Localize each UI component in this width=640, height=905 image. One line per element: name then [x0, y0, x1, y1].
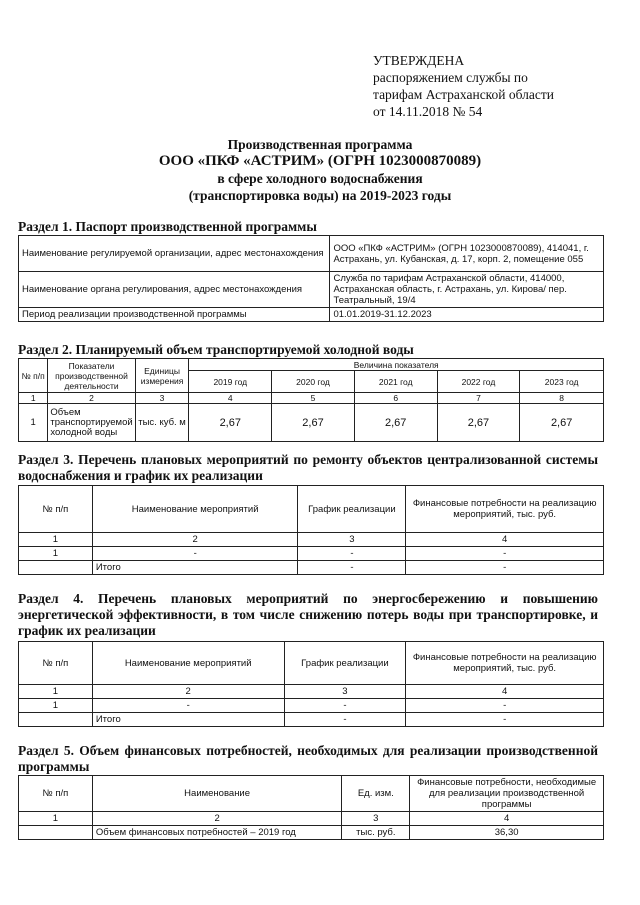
- header-cell: Единицы измерения: [135, 359, 189, 393]
- approval-stamp: [373, 52, 554, 120]
- cell: 2,67: [272, 404, 355, 442]
- header-cell: № п/п: [19, 359, 48, 393]
- table-row: [19, 561, 604, 575]
- cell: 4: [406, 533, 604, 547]
- year-cell: 2021 год: [354, 371, 437, 393]
- finance-table: [18, 775, 604, 840]
- title-line: ООО «ПКФ «АСТРИМ» (ОГРН 1023000870089): [158, 153, 482, 169]
- table-row: [19, 685, 604, 699]
- cell: 5: [272, 393, 355, 404]
- cell: 1: [19, 393, 48, 404]
- header-cell: № п/п: [19, 776, 93, 812]
- section4-heading: Раздел 4. Перечень плановых мероприятий по энергосбережению и повышению энергетической эффективности, в том числе снижению потерь воды при транспортировке, и график их реализации: [18, 591, 598, 638]
- table-row: [19, 826, 604, 840]
- cell: 2,67: [437, 404, 520, 442]
- cell: -: [298, 547, 406, 561]
- document-title: [0, 136, 640, 204]
- cell: [19, 713, 93, 727]
- cell: 2: [92, 685, 284, 699]
- cell: Объем транспортируемой холодной воды: [48, 404, 135, 442]
- cell: 1: [19, 547, 93, 561]
- cell: 1: [19, 404, 48, 442]
- cell: тыс. руб.: [342, 826, 410, 840]
- header-cell: Показатели производственной деятельности: [48, 359, 135, 393]
- header-cell: Финансовые потребности на реализацию мероприятий, тыс. руб.: [406, 486, 604, 533]
- cell: 2: [92, 533, 298, 547]
- title-line: в сфере холодного водоснабжения: [217, 171, 423, 186]
- passport-table: [18, 235, 604, 322]
- header-cell: № п/п: [19, 486, 93, 533]
- cell: 6: [354, 393, 437, 404]
- cell: Итого: [92, 713, 284, 727]
- cell: 1: [19, 812, 93, 826]
- cell: -: [92, 699, 284, 713]
- table-row: [19, 236, 604, 272]
- cell: -: [406, 713, 604, 727]
- year-cell: 2022 год: [437, 371, 520, 393]
- repair-table: [18, 485, 604, 575]
- cell: -: [92, 547, 298, 561]
- header-cell: График реализации: [284, 642, 406, 685]
- cell: 2: [48, 393, 135, 404]
- cell: -: [284, 713, 406, 727]
- cell: 3: [284, 685, 406, 699]
- cell: 2: [92, 812, 342, 826]
- cell: 4: [410, 812, 604, 826]
- table-row: [19, 393, 604, 404]
- year-cell: 2020 год: [272, 371, 355, 393]
- cell: Наименование органа регулирования, адрес местонахождения: [19, 272, 330, 308]
- cell: -: [406, 699, 604, 713]
- title-line: (транспортировка воды) на 2019-2023 годы: [188, 188, 452, 203]
- cell: [19, 561, 93, 575]
- cell: Служба по тарифам Астраханской области, 414000, Астраханская область, г. Астрахань, ул. Кирова/ пер. Театральный, 19/4: [330, 272, 604, 308]
- cell: 1: [19, 533, 93, 547]
- table-row: [19, 404, 604, 442]
- table-row: [19, 699, 604, 713]
- header-cell: Ед. изм.: [342, 776, 410, 812]
- cell: 2,67: [520, 404, 604, 442]
- cell: тыс. куб. м: [135, 404, 189, 442]
- cell: 01.01.2019-31.12.2023: [330, 308, 604, 322]
- cell: Объем финансовых потребностей – 2019 год: [92, 826, 342, 840]
- table-row: [19, 359, 604, 371]
- cell: -: [284, 699, 406, 713]
- cell: 1: [19, 685, 93, 699]
- header-cell: Наименование мероприятий: [92, 486, 298, 533]
- table-row: [19, 812, 604, 826]
- section5-heading: Раздел 5. Объем финансовых потребностей, необходимых для реализации производственной программы: [18, 743, 598, 774]
- header-cell: № п/п: [19, 642, 93, 685]
- cell: 3: [342, 812, 410, 826]
- approval-line: тарифам Астраханской области: [373, 87, 555, 102]
- table-row: [19, 308, 604, 322]
- cell: 4: [406, 685, 604, 699]
- table-row: [19, 272, 604, 308]
- section3-heading: Раздел 3. Перечень плановых мероприятий по ремонту объектов централизованной системы водоснабжения и график их реализации: [18, 452, 598, 483]
- section1-heading: Раздел 1. Паспорт производственной программы: [18, 219, 317, 234]
- header-cell: Наименование: [92, 776, 342, 812]
- cell: 4: [189, 393, 272, 404]
- cell: -: [406, 547, 604, 561]
- header-cell: Финансовые потребности на реализацию мероприятий, тыс. руб.: [406, 642, 604, 685]
- cell: 2,67: [189, 404, 272, 442]
- cell: ООО «ПКФ «АСТРИМ» (ОГРН 1023000870089), 414041, г. Астрахань, ул. Кубанская, д. 17, корп. 2, помещение 055: [330, 236, 604, 272]
- cell: Период реализации производственной программы: [19, 308, 330, 322]
- table-row: [19, 713, 604, 727]
- cell: 1: [19, 699, 93, 713]
- cell: Наименование регулируемой организации, адрес местонахождения: [19, 236, 330, 272]
- header-cell: Наименование мероприятий: [92, 642, 284, 685]
- table-row: [19, 547, 604, 561]
- table-row: [19, 776, 604, 812]
- cell: 36,30: [410, 826, 604, 840]
- cell: -: [406, 561, 604, 575]
- cell: 7: [437, 393, 520, 404]
- year-cell: 2023 год: [520, 371, 604, 393]
- cell: [19, 826, 93, 840]
- section2-heading: Раздел 2. Планируемый объем транспортируемой холодной воды: [18, 342, 414, 357]
- approval-line: распоряжением службы по: [373, 70, 528, 85]
- table-row: [19, 642, 604, 685]
- cell: 2,67: [354, 404, 437, 442]
- volume-table: [18, 358, 604, 442]
- table-row: [19, 486, 604, 533]
- energy-table: [18, 641, 604, 727]
- header-cell: Величина показателя: [189, 359, 604, 371]
- cell: 3: [135, 393, 189, 404]
- header-cell: График реализации: [298, 486, 406, 533]
- approval-line: УТВЕРЖДЕНА: [373, 53, 465, 68]
- cell: Итого: [92, 561, 298, 575]
- year-cell: 2019 год: [189, 371, 272, 393]
- approval-line: от 14.11.2018 № 54: [373, 104, 483, 119]
- table-row: [19, 533, 604, 547]
- header-cell: Финансовые потребности, необходимые для реализации производственной программы: [410, 776, 604, 812]
- cell: 8: [520, 393, 604, 404]
- cell: 3: [298, 533, 406, 547]
- cell: -: [298, 561, 406, 575]
- title-line: Производственная программа: [227, 137, 413, 152]
